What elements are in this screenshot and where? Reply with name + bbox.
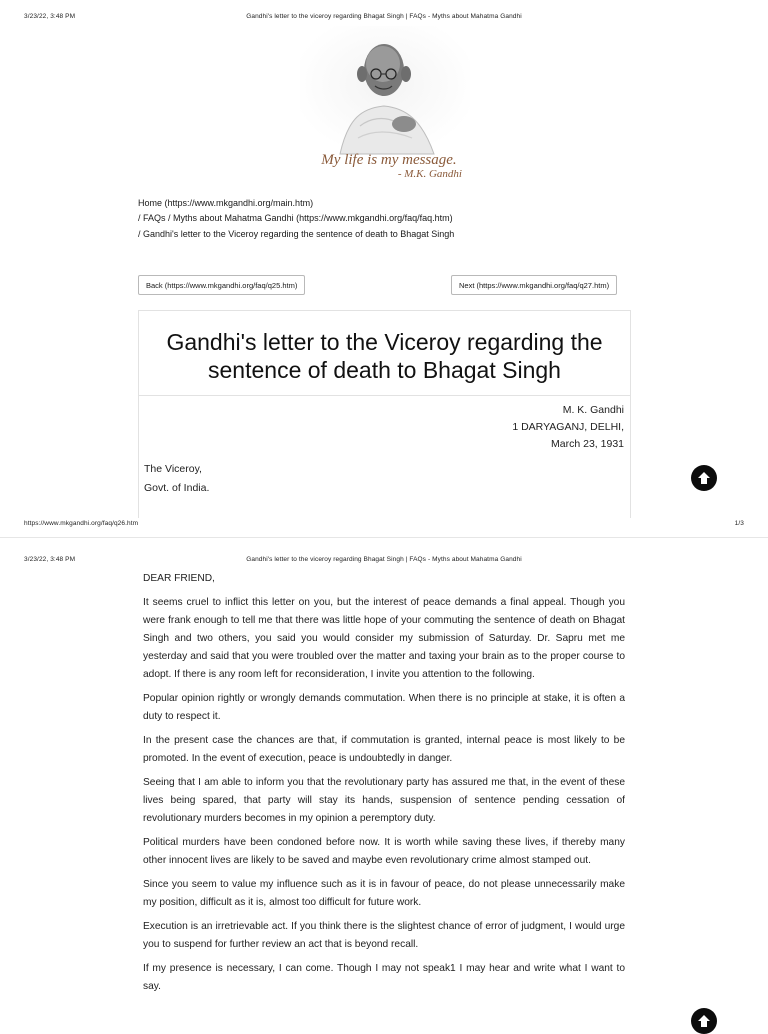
tagline-attribution: - M.K. Gandhi xyxy=(397,168,462,180)
arrow-up-icon xyxy=(696,1013,712,1029)
letter-paragraph: Political murders have been condoned before now. It is worth while saving these lives, if thereby many other innocent lives are likely to be saved and maybe even revolutionary crime almost stamped out. xyxy=(143,837,625,866)
article-title-line1: Gandhi's letter to the Viceroy regarding the xyxy=(166,329,603,355)
scroll-top-button[interactable] xyxy=(691,465,717,491)
article-title-box xyxy=(138,310,631,396)
next-button[interactable]: Next (https://www.mkgandhi.org/faq/q27.htm) xyxy=(451,275,617,295)
breadcrumb-current: / Gandhi's letter to the Viceroy regarding the sentence of death to Bhagat Singh xyxy=(138,229,455,239)
letter-paragraph: It seems cruel to inflict this letter on you, but the interest of peace demands a final appeal. Though you were frank enough to tell me that there was little hope of your commuting the sentence of death on Bhagat Singh and two others, you said you would consider my submission of Saturday. Dr. Sapru met me yesterday and said that you were troubled over the matter and taxing your brain as to the proper course to adopt. If there is any room left for reconsideration, I invite you attention to the following. xyxy=(143,597,625,680)
article-title xyxy=(138,328,631,384)
print-datetime-page2: 3/23/22, 3:48 PM xyxy=(24,556,76,563)
banner-tagline xyxy=(300,152,470,180)
letter-paragraph: If my presence is necessary, I can come. Though I may not speak1 I may hear and write what I want to say. xyxy=(143,963,625,992)
print-footer-page: 1/3 xyxy=(734,520,744,527)
letter-salutation: DEAR FRIEND, xyxy=(143,573,215,584)
letter-paragraph: Popular opinion rightly or wrongly demands commutation. When there is no principle at stake, it is often a duty to respect it. xyxy=(143,693,625,722)
print-title: Gandhi's letter to the viceroy regarding Bhagat Singh | FAQs - Myths about Mahatma Gandhi xyxy=(246,13,522,20)
back-button[interactable]: Back (https://www.mkgandhi.org/faq/q25.htm) xyxy=(138,275,305,295)
recipient-line-2: Govt. of India. xyxy=(144,482,210,494)
tagline-text: My life is my message. xyxy=(321,152,457,168)
letter-sender: M. K. Gandhi xyxy=(562,404,624,416)
page-break xyxy=(0,537,768,538)
print-footer-url: https://www.mkgandhi.org/faq/q26.htm xyxy=(24,520,139,527)
print-datetime: 3/23/22, 3:48 PM xyxy=(24,13,76,20)
letter-body xyxy=(143,570,625,1002)
print-title-page2: Gandhi's letter to the viceroy regarding Bhagat Singh | FAQs - Myths about Mahatma Gandhi xyxy=(246,556,522,563)
letter-address: 1 DARYAGANJ, DELHI, xyxy=(512,421,624,433)
breadcrumb-faqs[interactable]: / FAQs / Myths about Mahatma Gandhi (https://www.mkgandhi.org/faq/faq.htm) xyxy=(138,213,453,223)
scroll-top-button-page2[interactable] xyxy=(691,1008,717,1034)
article-title-line2: sentence of death to Bhagat Singh xyxy=(208,357,561,383)
breadcrumb-home[interactable]: Home (https://www.mkgandhi.org/main.htm) xyxy=(138,198,314,208)
letter-paragraph: Execution is an irretrievable act. If you think there is the slightest chance of error of judgment, I would urge you to suspend for further review an act that is beyond recall. xyxy=(143,921,625,950)
letter-paragraph: In the present case the chances are that, if commutation is granted, internal peace is most likely to be promoted. In the event of execution, peace is undoubtedly in danger. xyxy=(143,735,625,764)
letter-date: March 23, 1931 xyxy=(551,438,624,450)
letter-paragraph: Since you seem to value my influence such as it is in favour of peace, do not please unnecessarily make my position, difficult as it is, almost too difficult for future work. xyxy=(143,879,625,908)
arrow-up-icon xyxy=(696,470,712,486)
letter-paragraph: Seeing that I am able to inform you that the revolutionary party has assured me that, in the event of these lives being spared, that party will stay its hands, suspension of sentence pending cessation of revolutionary murders becomes in my opinion a peremptory duty. xyxy=(143,777,625,824)
recipient-line-1: The Viceroy, xyxy=(144,463,202,475)
